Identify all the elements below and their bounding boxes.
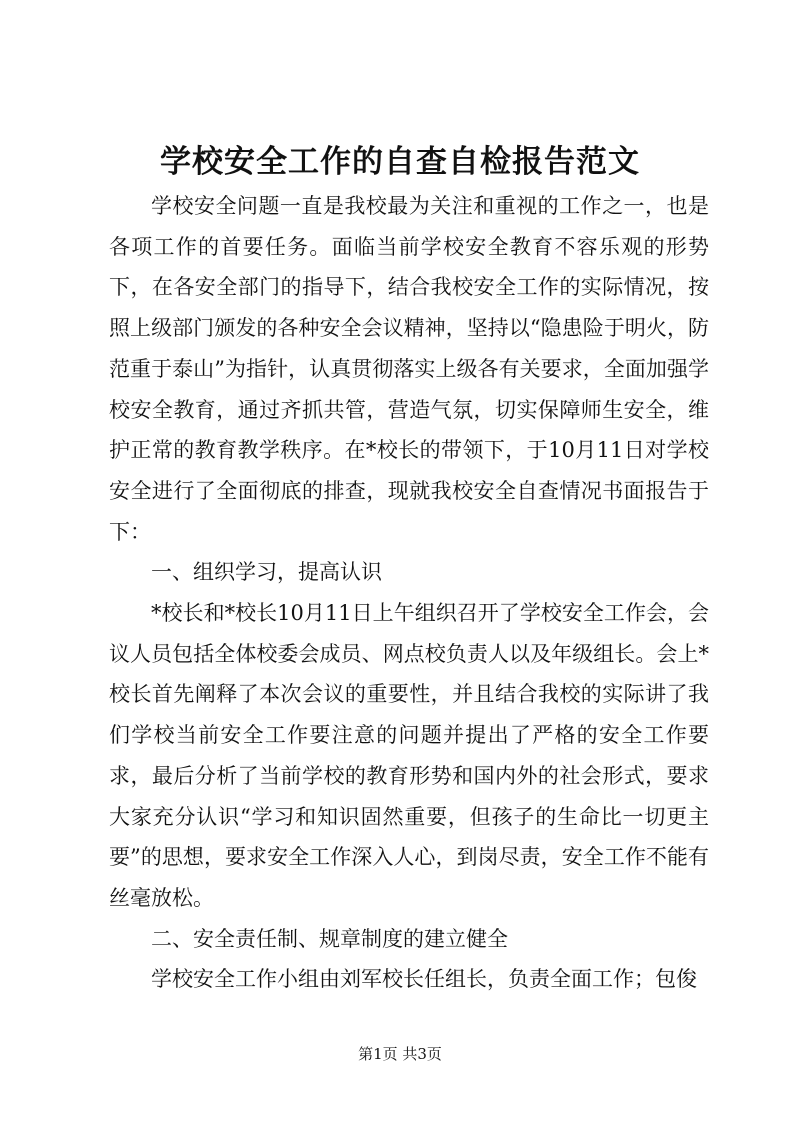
document-body bbox=[109, 186, 709, 1000]
page-footer: 第1页 共3页 bbox=[358, 1045, 442, 1063]
section-heading-2: 二、安全责任制、规章制度的建立健全 bbox=[151, 926, 508, 951]
section-1-paragraph: *校长和*校长10月11日上午组织召开了学校安全工作会，会议人员包括全体校委会成员、网点校负责人以及年级组长。会上*校长首先阐释了本次会议的重要性，并且结合我校的实际讲了我们学校当前安全工作要注意的问题并提出了严格的安全工作要求，最后分析了当前学校的教育形势和国内外的社会形式，要求大家充分认识“学习和知识固然重要，但孩子的生命比一切更主要”的思想，要求安全工作深入人心，到岗尽责，安全工作不能有丝毫放松。 bbox=[109, 601, 709, 910]
section-2-paragraph: 学校安全工作小组由刘军校长任组长，负责全面工作；包俊 bbox=[151, 967, 697, 992]
section-heading-1: 一、组织学习，提高认识 bbox=[151, 560, 382, 585]
intro-paragraph: 学校安全问题一直是我校最为关注和重视的工作之一，也是各项工作的首要任务。面临当前学校安全教育不容乐观的形势下，在各安全部门的指导下，结合我校安全工作的实际情况，按照上级部门颁发的各种安全会议精神，坚持以“隐患险于明火，防范重于泰山”为指针，认真贯彻落实上级各有关要求，全面加强学校安全教育，通过齐抓共管，营造气氛，切实保障师生安全，维护正常的教育教学秩序。在*校长的带领下，于10月11日对学校安全进行了全面彻底的排查，现就我校安全自查情况书面报告于下： bbox=[109, 194, 709, 544]
page-title: 学校安全工作的自查自检报告范文 bbox=[160, 144, 640, 180]
